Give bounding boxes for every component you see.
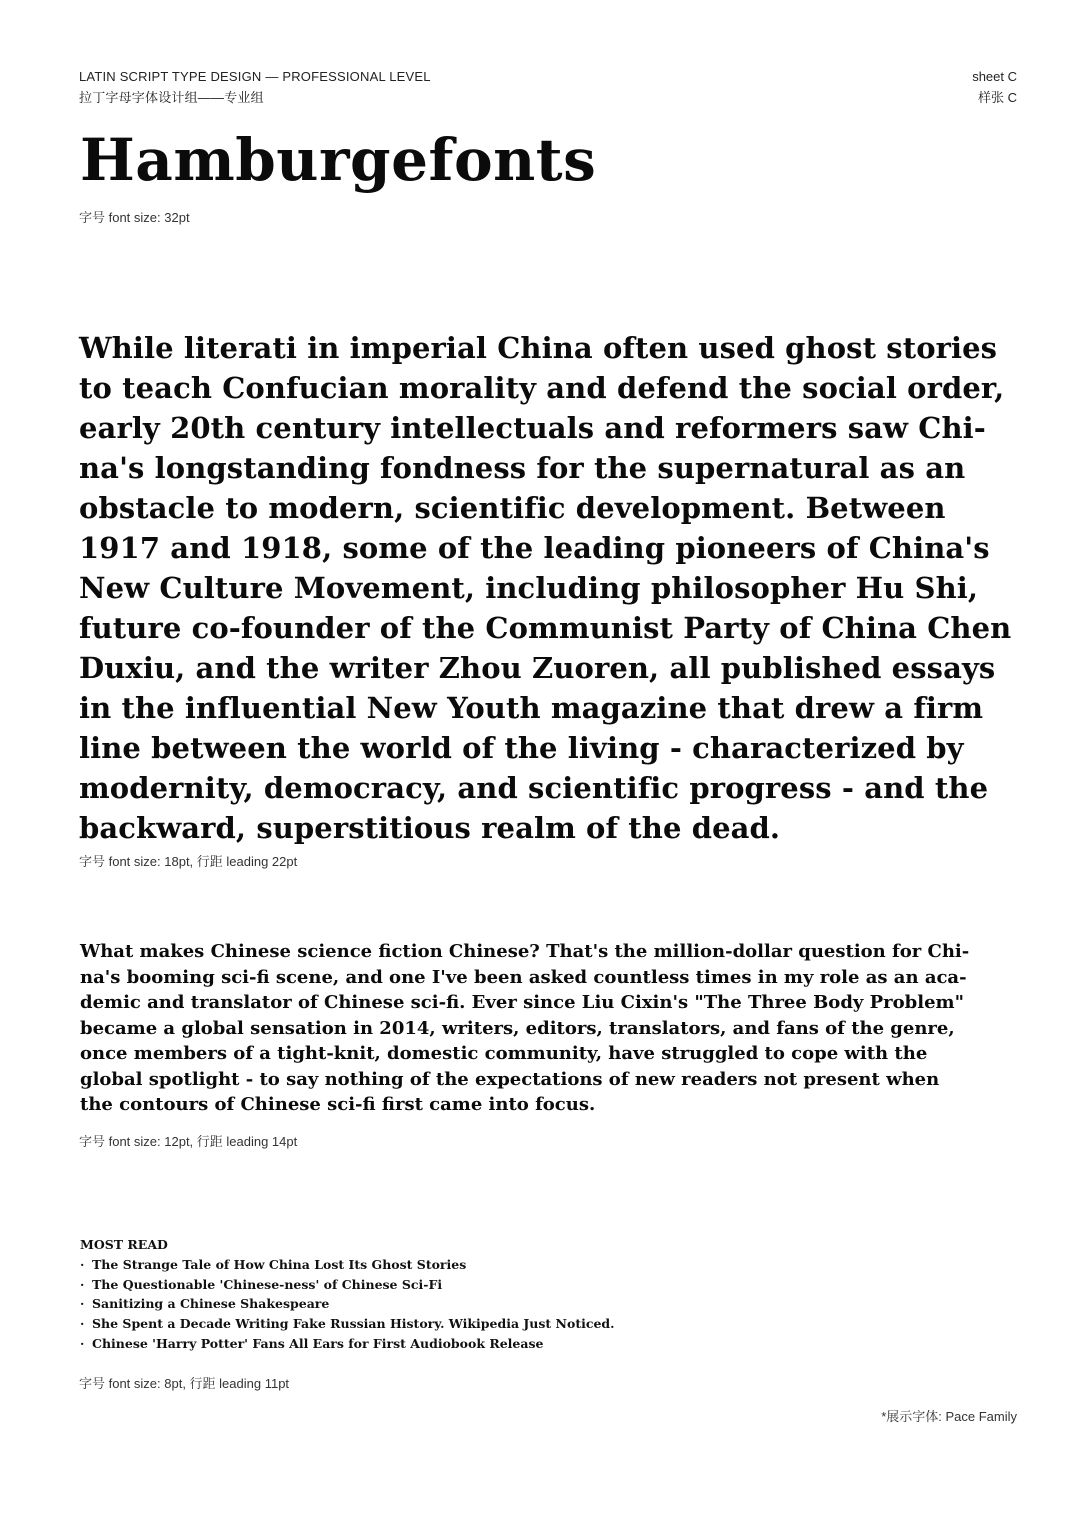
paragraph-line: future co-founder of the Communist Party of China Chen	[79, 611, 1012, 645]
paragraph-line: na's booming sci-fi scene, and one I've been asked countless times in my role as an aca-	[80, 966, 967, 988]
paragraph-line: While literati in imperial China often used ghost stories	[79, 331, 998, 365]
header-title-zh: 拉丁字母字体设计组——专业组	[79, 90, 264, 105]
specimen-title: Hamburgefonts	[80, 126, 597, 194]
sheet-label-en: sheet C	[972, 69, 1017, 84]
paragraph-line: New Culture Movement, including philosopher Hu Shi,	[79, 571, 979, 605]
paragraph-line: Duxiu, and the writer Zhou Zuoren, all published essays	[79, 651, 996, 685]
list-item	[80, 1255, 615, 1275]
bullet: ·	[80, 1335, 85, 1351]
list-item-text: She Spent a Decade Writing Fake Russian History. Wikipedia Just Noticed.	[92, 1316, 615, 1332]
display-font-footnote: *展示字体: Pace Family	[881, 1409, 1017, 1424]
paragraph-line: obstacle to modern, scientific development. Between	[79, 491, 946, 525]
paragraph-line: na's longstanding fondness for the supernatural as an	[79, 451, 966, 485]
medium-size-caption: 字号 font size: 12pt, 行距 leading 14pt	[79, 1134, 298, 1149]
paragraph-line: once members of a tight-knit, domestic community, have struggled to cope with the	[80, 1043, 928, 1064]
header-right	[972, 66, 1017, 108]
sheet-label-zh: 样张 C	[977, 90, 1017, 105]
list-item-text: The Questionable 'Chinese-ness' of Chinese Sci-Fi	[92, 1276, 443, 1292]
specimen-paragraph-medium	[80, 939, 1055, 1118]
list-item-text: Sanitizing a Chinese Shakespeare	[92, 1296, 330, 1312]
paragraph-line: the contours of Chinese sci-fi first came into focus.	[80, 1094, 596, 1115]
most-read-list	[80, 1235, 615, 1354]
paragraph-line: global spotlight - to say nothing of the expectations of new readers not present when	[80, 1068, 940, 1090]
bullet: ·	[80, 1316, 85, 1332]
list-item-text: Chinese 'Harry Potter' Fans All Ears for First Audiobook Release	[92, 1335, 544, 1351]
header-left	[79, 66, 431, 108]
paragraph-line: became a global sensation in 2014, writers, editors, translators, and fans of the genre,	[80, 1017, 955, 1039]
large-size-caption: 字号 font size: 18pt, 行距 leading 22pt	[79, 854, 298, 869]
bullet: ·	[80, 1296, 85, 1312]
title-size-caption: 字号 font size: 32pt	[79, 210, 190, 225]
paragraph-line: line between the world of the living - characterized by	[79, 731, 964, 765]
list-item	[80, 1334, 615, 1354]
most-read-heading: MOST READ	[80, 1237, 168, 1252]
paragraph-line: in the influential New Youth magazine that drew a firm	[79, 691, 984, 725]
bullet: ·	[80, 1276, 85, 1292]
paragraph-line: early 20th century intellectuals and reformers saw Chi-	[79, 411, 986, 445]
specimen-paragraph-large	[79, 328, 1039, 848]
paragraph-line: modernity, democracy, and scientific progress - and the	[79, 771, 989, 805]
bullet: ·	[80, 1256, 85, 1272]
header-title-en: LATIN SCRIPT TYPE DESIGN — PROFESSIONAL LEVEL	[79, 69, 431, 84]
paragraph-line: to teach Confucian morality and defend the social order,	[79, 371, 1005, 405]
list-item	[80, 1275, 615, 1295]
paragraph-line: 1917 and 1918, some of the leading pioneers of China's	[79, 531, 990, 565]
list-item-text: The Strange Tale of How China Lost Its Ghost Stories	[92, 1256, 467, 1272]
list-item	[80, 1314, 615, 1334]
list-item	[80, 1294, 615, 1314]
small-size-caption: 字号 font size: 8pt, 行距 leading 11pt	[79, 1376, 290, 1391]
paragraph-line: What makes Chinese science fiction Chinese? That's the million-dollar question for Chi-	[80, 941, 970, 962]
paragraph-line: demic and translator of Chinese sci-fi. Ever since Liu Cixin's "The Three Body Problem"	[80, 992, 964, 1013]
paragraph-line: backward, superstitious realm of the dead.	[79, 811, 781, 845]
